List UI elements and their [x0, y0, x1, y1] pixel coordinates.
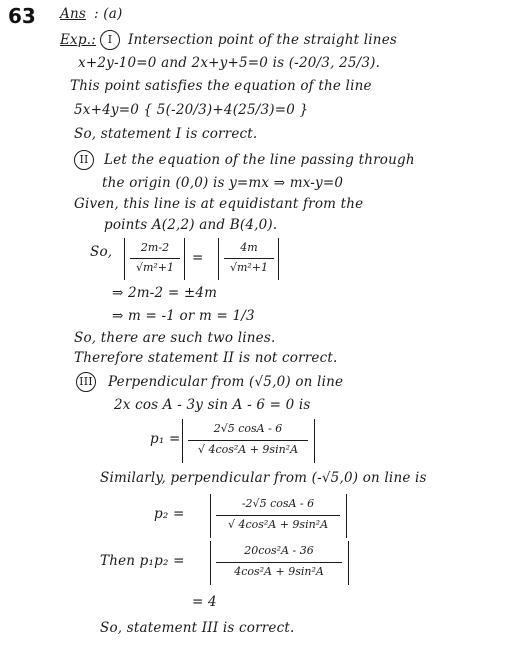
abs-bar [278, 238, 279, 280]
frac-left-den: √m²+1 [135, 261, 175, 274]
part2-line-4: points A(2,2) and B(4,0). [104, 217, 278, 233]
part3-marker: III [76, 372, 100, 392]
part2-so: So, [90, 244, 113, 260]
p1-denominator: √ 4cos²A + 9sin²A [197, 443, 299, 456]
part2-line-7: ⇒ m = -1 or m = 1/3 [112, 308, 255, 324]
part2-line-1: Let the equation of the line passing through [104, 152, 415, 168]
frac-left-line [130, 258, 180, 259]
abs-bar [218, 238, 219, 280]
part2-marker: II [74, 150, 98, 170]
product-label: Then p₁p₂ = [100, 553, 185, 569]
equals-sign: = [192, 250, 204, 266]
abs-bar [314, 419, 315, 463]
answer-label: Ans [60, 6, 86, 22]
product-numerator: 20cos²A - 36 [244, 544, 314, 557]
part1-line-2: x+2y-10=0 and 2x+y+5=0 is (-20/3, 25/3). [78, 55, 381, 71]
frac-right-den: √m²+1 [229, 261, 269, 274]
part1-line-4: 5x+4y=0 { 5(-20/3)+4(25/3)=0 } [74, 102, 309, 118]
part1-line-1: Intersection point of the straight lines [128, 32, 398, 48]
p1-label: p₁ = [150, 431, 181, 447]
p2-frac-line [216, 515, 340, 516]
p2-numerator: -2√5 cosA - 6 [241, 497, 315, 510]
abs-bar [182, 419, 183, 463]
abs-bar [210, 494, 211, 538]
abs-bar [184, 238, 185, 280]
p1-frac-line [188, 440, 308, 441]
part2-line-2: the origin (0,0) is y=mx ⇒ mx-y=0 [102, 175, 344, 191]
explanation-label: Exp.: [60, 32, 96, 48]
product-denominator: 4cos²A + 9sin²A [234, 565, 324, 578]
part3-conclusion: So, statement III is correct. [100, 620, 295, 636]
question-number: 63 [8, 4, 36, 28]
part3-line-3: Similarly, perpendicular from (-√5,0) on line is [100, 470, 427, 486]
part2-line-3: Given, this line is at equidistant from the [74, 196, 364, 212]
p2-label: p₂ = [154, 506, 185, 522]
product-frac-line [216, 562, 342, 563]
part3-line-2: 2x cos A - 3y sin A - 6 = 0 is [114, 397, 311, 413]
p1-numerator: 2√5 cosA - 6 [213, 422, 283, 435]
frac-right-num: 4m [240, 241, 258, 254]
part1-marker: I [100, 30, 124, 50]
part2-line-6: ⇒ 2m-2 = ±4m [112, 285, 218, 301]
part1-line-5: So, statement I is correct. [74, 126, 258, 142]
p2-denominator: √ 4cos²A + 9sin²A [227, 518, 329, 531]
frac-right-line [224, 258, 274, 259]
part3-line-1: Perpendicular from (√5,0) on line [108, 374, 344, 390]
part1-line-3: This point satisfies the equation of the line [70, 78, 372, 94]
abs-bar [348, 541, 349, 585]
product-result: = 4 [192, 594, 217, 610]
part2-line-8: So, there are such two lines. [74, 330, 276, 346]
answer-value: : (a) [94, 6, 123, 22]
part2-line-9: Therefore statement II is not correct. [74, 350, 338, 366]
abs-bar [346, 494, 347, 538]
abs-bar [124, 238, 125, 280]
frac-left-num: 2m-2 [140, 241, 170, 254]
abs-bar [210, 541, 211, 585]
